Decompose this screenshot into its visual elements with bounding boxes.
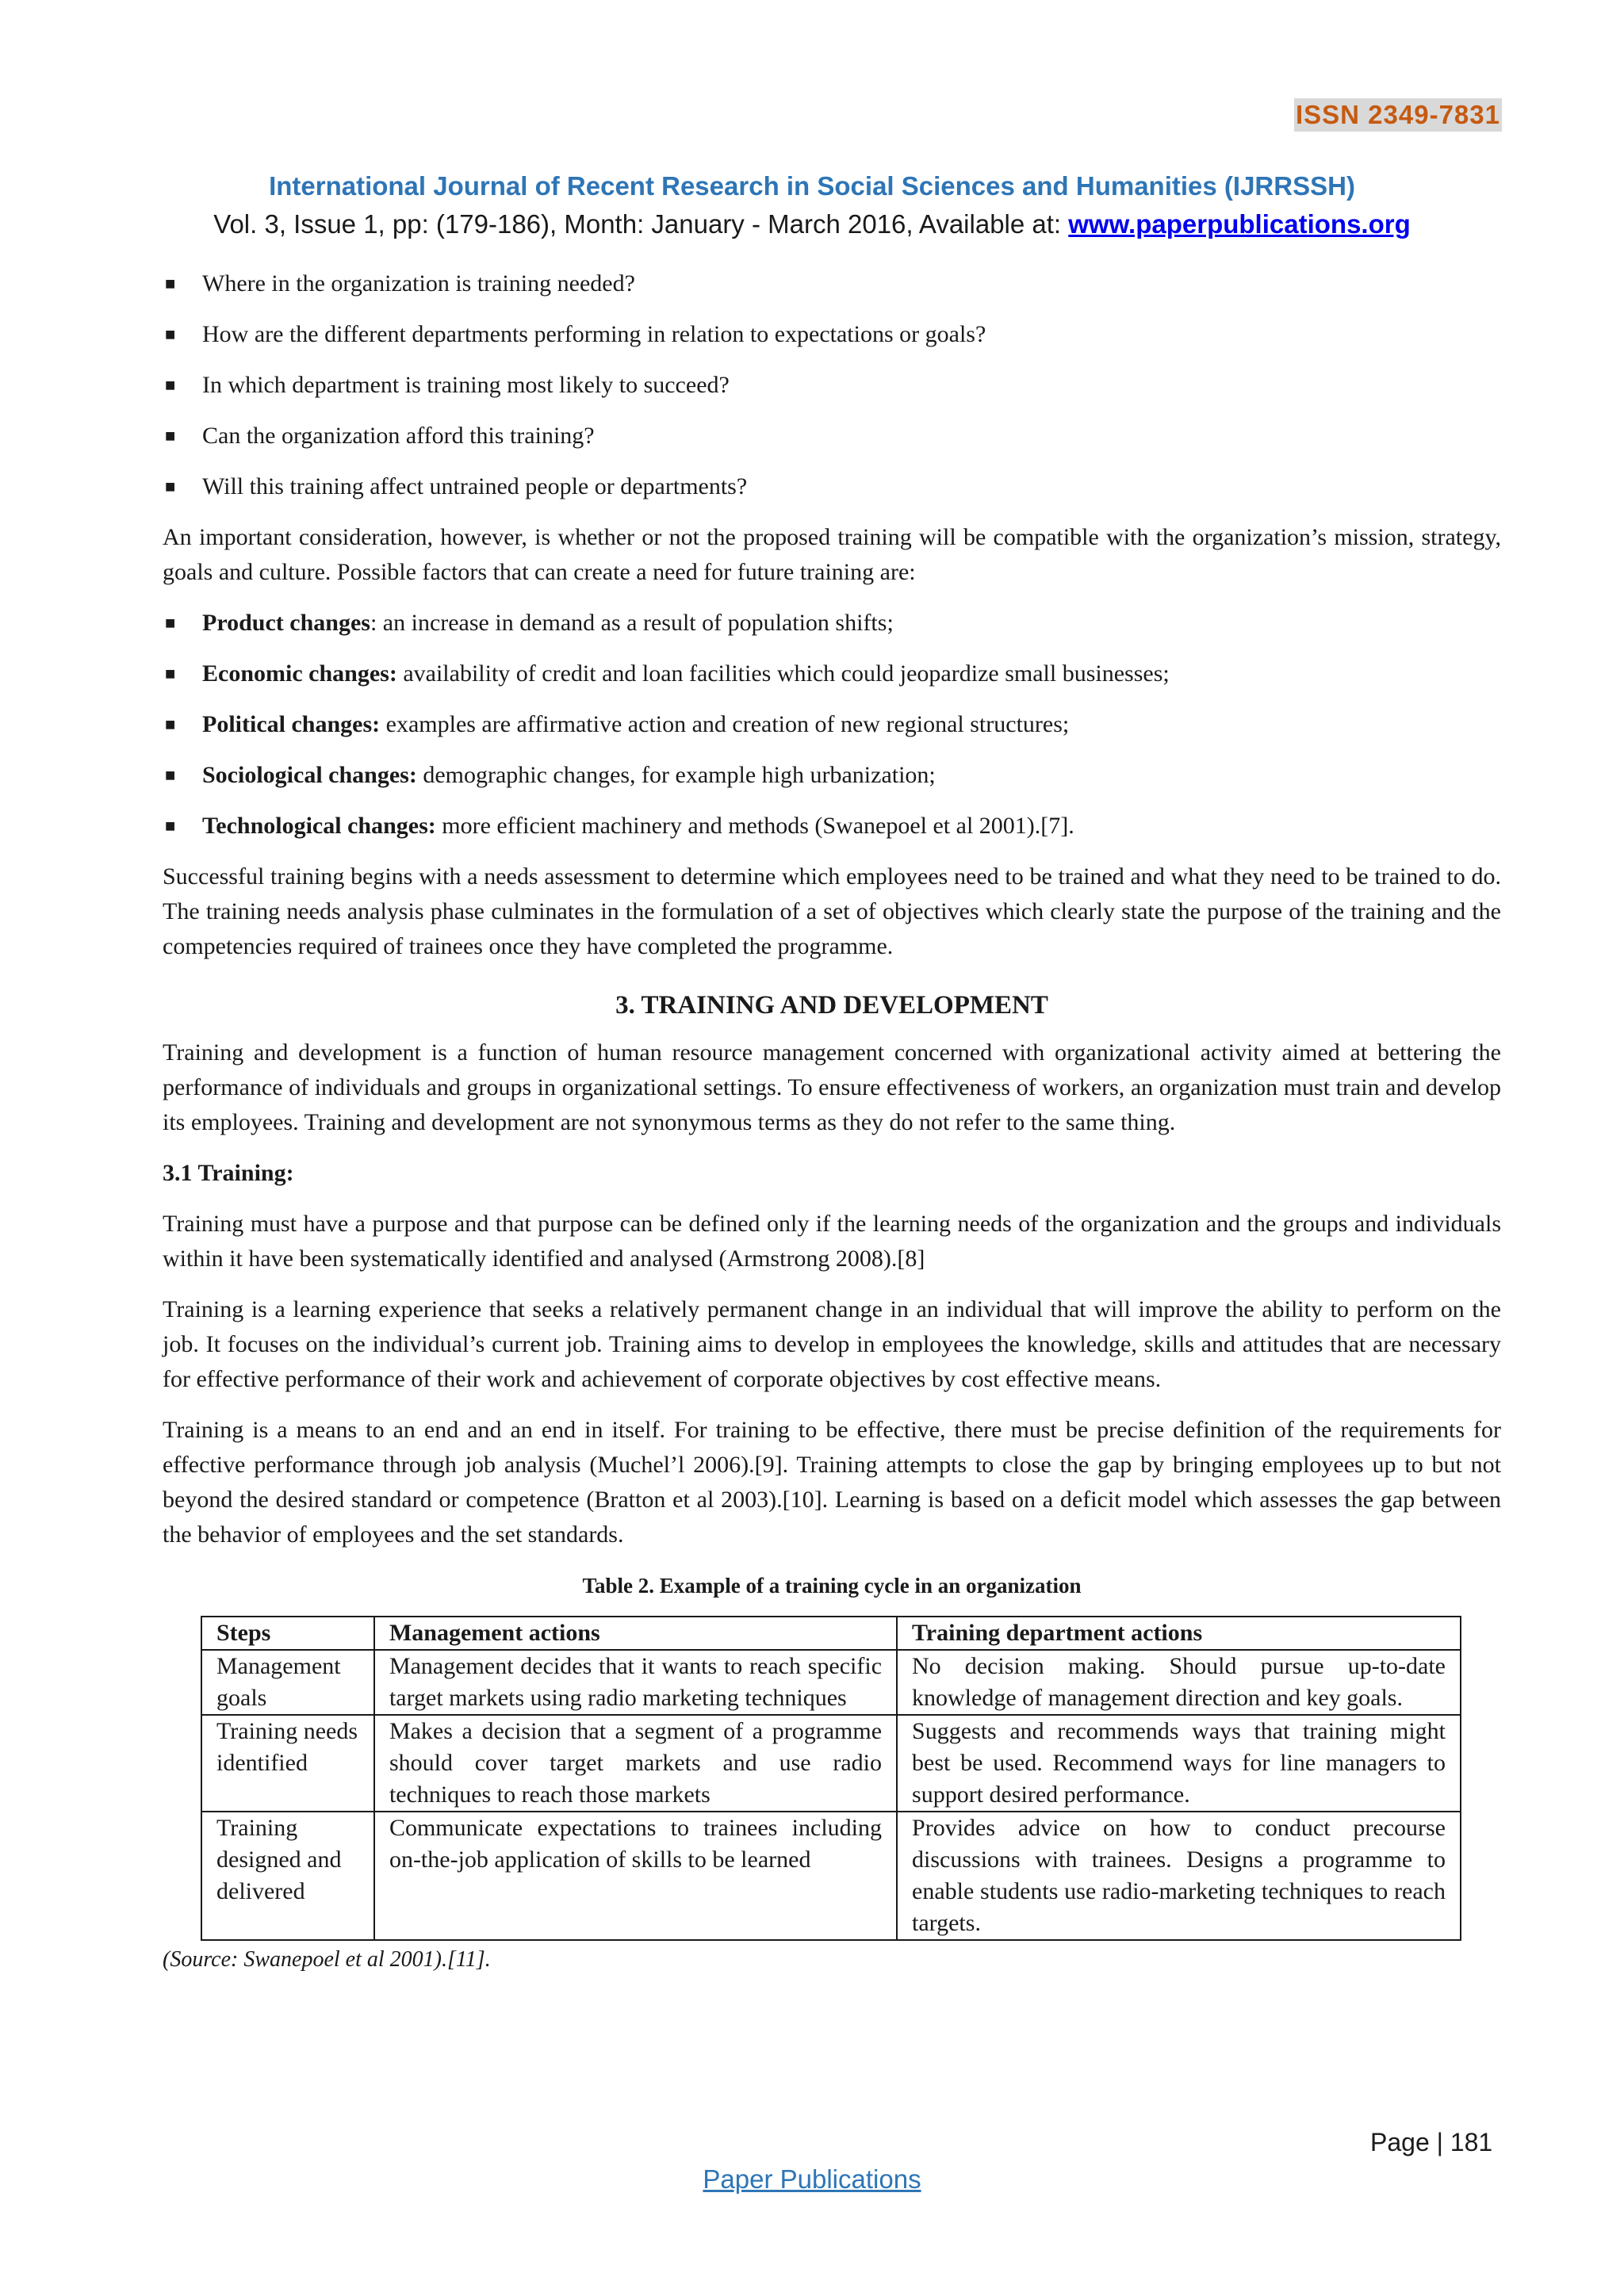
square-bullet-icon: ■ (165, 765, 176, 785)
table-cell: Provides advice on how to conduct precourse discussions with trainees. Designs a programme to enable students use radio-marketing techniques to reach targets. (897, 1812, 1461, 1940)
square-bullet-icon: ■ (165, 375, 176, 395)
training-cycle-table (201, 1616, 1461, 1941)
square-bullet-icon: ■ (165, 274, 176, 293)
paragraph: Training must have a purpose and that purpose can be defined only if the learning needs of the organization and the groups and individuals within it have been systematically identified and analysed (Armstrong 2008).[8] (163, 1211, 1501, 1272)
list-item (163, 266, 1501, 301)
table-row (201, 1715, 1461, 1812)
factor-text: more efficient machinery and methods (Swanepoel et al 2001).[7]. (435, 813, 1074, 839)
paragraph: Training is a learning experience that seeks a relatively permanent change in an individual that will improve the ability to perform on the job. It focuses on the individual’s current job. Training aims to develop in employees the knowledge, skills and attitudes that are necessary for effective performance of their work and achievement of corporate objectives by cost effective means. (163, 1296, 1501, 1392)
table-cell: Training designed and delivered (201, 1812, 374, 1940)
subsection-heading: 3.1 Training: (163, 1160, 294, 1186)
square-bullet-icon: ■ (165, 613, 176, 633)
section-heading: 3. TRAINING AND DEVELOPMENT (615, 991, 1048, 1020)
list-item (163, 469, 1501, 504)
list-item-text: In which department is training most likely to succeed? (202, 372, 730, 398)
page-number: Page | 181 (1370, 2128, 1493, 2156)
factor-text: availability of credit and loan facilities which could jeopardize small businesses; (396, 660, 1170, 687)
paragraph: Successful training begins with a needs assessment to determine which employees need to be trained and what they need to be trained to do. The training needs analysis phase culminates in the formulation of a set of objectives which clearly state the purpose of the training and the competencies required of trainees once they have completed the programme. (163, 863, 1501, 959)
factor-text: demographic changes, for example high urbanization; (416, 762, 936, 788)
publisher-link[interactable]: Paper Publications (703, 2164, 921, 2194)
factor-label: Sociological changes: (202, 762, 417, 788)
list-item (163, 368, 1501, 403)
table-cell: Suggests and recommends ways that training might best be used. Recommend ways for line managers to support desired performance. (897, 1715, 1461, 1812)
table-caption: Table 2. Example of a training cycle in an organization (582, 1574, 1082, 1598)
table-source-note: (Source: Swanepoel et al 2001).[11]. (163, 1947, 491, 1972)
list-item (163, 419, 1501, 453)
table-cell: Management decides that it wants to reach specific target markets using radio marketing techniques (374, 1650, 897, 1715)
question-list (163, 266, 1501, 504)
factor-label: Product changes (202, 610, 370, 636)
factor-list (163, 606, 1501, 844)
square-bullet-icon: ■ (165, 816, 176, 836)
table-cell: Communicate expectations to trainees including on-the-job application of skills to be learned (374, 1812, 897, 1940)
table-header-cell: Management actions (374, 1617, 897, 1650)
factor-label: Technological changes: (202, 813, 436, 839)
issn-badge: ISSN 2349-7831 (1294, 98, 1502, 132)
list-item-text: Will this training affect untrained people or departments? (202, 473, 748, 499)
square-bullet-icon: ■ (165, 324, 176, 344)
factor-text: examples are affirmative action and creation of new regional structures; (380, 711, 1070, 737)
list-item (163, 758, 1501, 793)
list-item-text: Can the organization afford this training? (202, 423, 595, 449)
list-item-text: Where in the organization is training needed? (202, 270, 635, 297)
table-header-row (201, 1617, 1461, 1650)
paragraph: Training and development is a function of human resource management concerned with organizational activity aimed at bettering the performance of individuals and groups in organizational settings. To ensure effectiveness of workers, an organization must train and develop its employees. Training and development are not synonymous terms as they do not refer to the same thing. (163, 1039, 1501, 1135)
table-cell: Management goals (201, 1650, 374, 1715)
article-body (163, 266, 1501, 1977)
factor-text: : an increase in demand as a result of population shifts; (370, 610, 894, 636)
table-cell: No decision making. Should pursue up-to-date knowledge of management direction and key goals. (897, 1650, 1461, 1715)
list-item (163, 317, 1501, 352)
journal-title: International Journal of Recent Research in Social Sciences and Humanities (IJRRSSH) (269, 171, 1355, 201)
table-row (201, 1650, 1461, 1715)
list-item (163, 707, 1501, 742)
paragraph: An important consideration, however, is whether or not the proposed training will be compatible with the organization’s mission, strategy, goals and culture. Possible factors that can create a need for future training are: (163, 524, 1501, 585)
table-row (201, 1812, 1461, 1940)
table-header-cell: Training department actions (897, 1617, 1461, 1650)
journal-website-link[interactable]: www.paperpublications.org (1068, 209, 1411, 239)
journal-details-text: Vol. 3, Issue 1, pp: (179-186), Month: January - March 2016, Available at: (213, 209, 1069, 239)
list-item (163, 809, 1501, 844)
factor-label: Political changes: (202, 711, 381, 737)
table-cell: Makes a decision that a segment of a programme should cover target markets and use radio techniques to reach those markets (374, 1715, 897, 1812)
list-item (163, 606, 1501, 641)
square-bullet-icon: ■ (165, 476, 176, 496)
square-bullet-icon: ■ (165, 426, 176, 446)
square-bullet-icon: ■ (165, 714, 176, 734)
list-item (163, 656, 1501, 691)
factor-label: Economic changes: (202, 660, 397, 687)
paragraph: Training is a means to an end and an end in itself. For training to be effective, there must be precise definition of the requirements for effective performance through job analysis (Muchel’l 2006).[9]. Training attempts to close the gap by bringing employees up to but not beyond the desired standard or competence (Bratton et al 2003).[10]. Learning is based on a deficit model which assesses the gap between the behavior of employees and the set standards. (163, 1417, 1501, 1548)
table-cell: Training needs identified (201, 1715, 374, 1812)
square-bullet-icon: ■ (165, 664, 176, 683)
table-header-cell: Steps (201, 1617, 374, 1650)
list-item-text: How are the different departments performing in relation to expectations or goals? (202, 321, 986, 347)
journal-details (0, 209, 1624, 239)
